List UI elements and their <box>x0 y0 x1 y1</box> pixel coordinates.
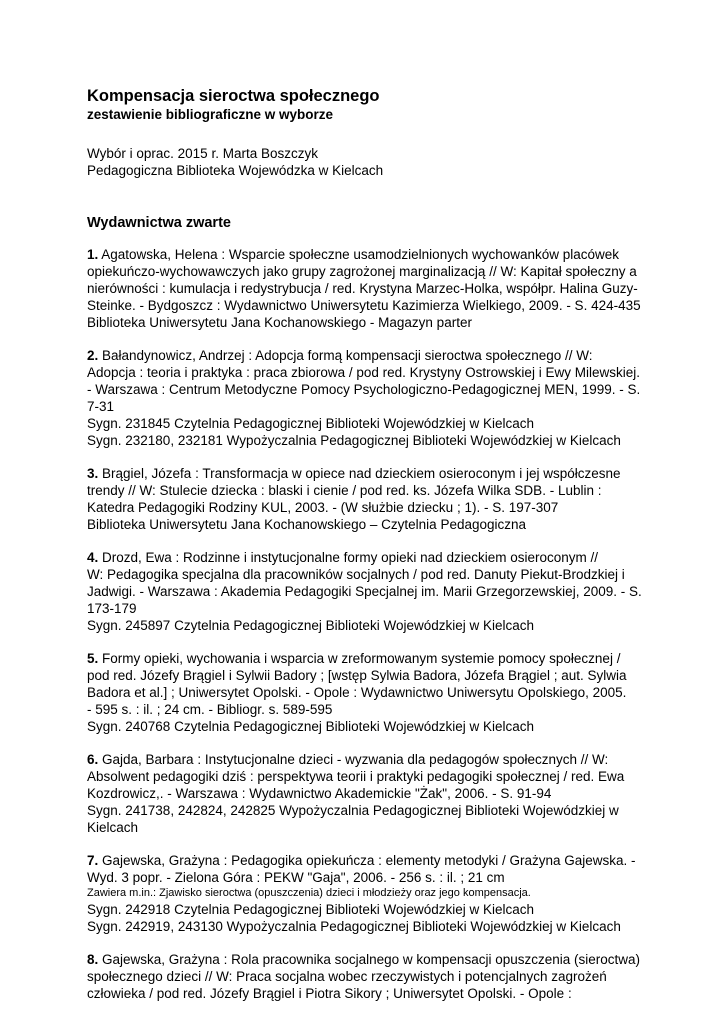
entry-text: pod red. Józefy Brągiel i Sylwii Badory ; [wstęp Sylwia Badora, Józefa Brągiel ; aut. Sylwia <box>87 668 627 683</box>
entry-line <box>87 701 647 718</box>
section-heading: Wydawnictwa zwarte <box>87 215 231 231</box>
entry-text: 7-31 <box>87 399 115 414</box>
entry-text: Formy opieki, wychowania i wsparcia w zreformowanym systemie pomocy społecznej / <box>98 651 621 666</box>
bibliography-entry <box>87 852 647 935</box>
entry-line <box>87 482 647 499</box>
entry-line <box>87 566 647 583</box>
entry-text: Gajda, Barbara : Instytucjonalne dzieci - wyzwania dla pedagogów społecznych // W: <box>98 752 609 767</box>
entry-line <box>87 667 647 684</box>
bibliography-entry <box>87 246 647 331</box>
entry-line <box>87 432 647 449</box>
entry-text: Sygn. 245897 Czytelnia Pedagogicznej Biblioteki Wojewódzkiej w Kielcach <box>87 618 535 633</box>
entry-text: Adopcja : teoria i praktyka : praca zbiorowa / pod red. Krystyny Ostrowskiej i Ewy Milewskiej. <box>87 365 640 380</box>
entry-text: Drozd, Ewa : Rodzinne i instytucjonalne formy opieki nad dzieckiem osieroconym // <box>98 550 598 565</box>
document-title: Kompensacja sieroctwa społecznego <box>87 87 380 105</box>
entry-text: nierówności : kumulacja i redystrybucja / red. Krystyna Marzec-Holka, współpr. Halina Guzy- <box>87 281 638 296</box>
entry-line <box>87 684 647 701</box>
entry-text: Gajewska, Grażyna : Rola pracownika socjalnego w kompensacji opuszczenia (sieroctwa) <box>98 952 641 967</box>
entry-text: Wyd. 3 popr. - Zielona Góra : PEKW "Gaja", 2006. - 256 s. : il. ; 21 cm <box>87 870 505 885</box>
entry-number: 8. <box>87 952 99 967</box>
entry-text: Jadwigi. - Warszawa : Akademia Pedagogiki Specjalnej im. Marii Grzegorzewskiej, 2009. - S. <box>87 584 642 599</box>
entry-line <box>87 246 647 263</box>
entry-number: 3. <box>87 466 99 481</box>
bibliography-entry <box>87 465 647 533</box>
entry-line <box>87 768 647 785</box>
entry-line <box>87 785 647 802</box>
entry-line <box>87 381 647 398</box>
entry-text: Biblioteka Uniwersytetu Jana Kochanowskiego – Czytelnia Pedagogiczna <box>87 517 527 532</box>
entry-text: Absolwent pedagogiki dziś : perspektywa teorii i praktyki pedagogiki społecznej / red. Ewa <box>87 769 625 784</box>
entry-line <box>87 968 647 985</box>
entry-text: Steinke. - Bydgoszcz : Wydawnictwo Uniwersytetu Kazimierza Wielkiego, 2009. - S. 424-435 <box>87 298 641 313</box>
document-subtitle: zestawienie bibliograficzne w wyborze <box>87 107 334 122</box>
entry-line <box>87 751 647 768</box>
entry-text: Sygn. 232180, 232181 Wypożyczalnia Pedagogicznej Biblioteki Wojewódzkiej w Kielcach <box>87 433 621 448</box>
entry-note: Zawiera m.in.: Zjawisko sieroctwa (opuszczenia) dzieci i młodzieży oraz jego kompensacja. <box>87 887 531 899</box>
entry-text: Katedra Pedagogiki Rodziny KUL, 2003. - (W służbie dziecku ; 1). - S. 197-307 <box>87 500 559 515</box>
entry-text: Kozdrowicz,. - Warszawa : Wydawnictwo Akademickie "Żak", 2006. - S. 91-94 <box>87 786 552 801</box>
entry-text: Gajewska, Grażyna : Pedagogika opiekuńcza : elementy metodyki / Grażyna Gajewska. - <box>98 853 636 868</box>
entry-line <box>87 951 647 968</box>
entry-text: Agatowska, Helena : Wsparcie społeczne usamodzielnionych wychowanków placówek <box>98 247 620 262</box>
compiler-credit: Wybór i oprac. 2015 r. Marta Boszczyk <box>87 146 318 161</box>
entry-line <box>87 263 647 280</box>
entry-text: człowieka / pod red. Józefy Brągiel i Piotra Sikory ; Uniwersytet Opolski. - Opole : <box>87 986 572 1001</box>
entry-text: Brągiel, Józefa : Transformacja w opiece nad dzieckiem osieroconym i jej współczesne <box>98 466 621 481</box>
entry-line <box>87 802 647 819</box>
entry-number: 7. <box>87 853 99 868</box>
entry-line: Sygn. 242918 Czytelnia Pedagogicznej Biblioteki Wojewódzkiej w Kielcach <box>87 902 535 917</box>
bibliography-entry <box>87 549 647 634</box>
entry-number: 1. <box>87 247 99 262</box>
entry-line: Sygn. 242919, 243130 Wypożyczalnia Pedagogicznej Biblioteki Wojewódzkiej w Kielcach <box>87 919 621 934</box>
bibliography-entry <box>87 347 647 449</box>
entry-line <box>87 415 647 432</box>
document-page <box>87 86 647 1018</box>
entry-text: Sygn. 231845 Czytelnia Pedagogicznej Biblioteki Wojewódzkiej w Kielcach <box>87 416 535 431</box>
entry-text: - 595 s. : il. ; 24 cm. - Bibliogr. s. 589-595 <box>87 702 333 717</box>
entry-number: 4. <box>87 550 99 565</box>
entry-text: 173-179 <box>87 601 137 616</box>
entry-line <box>87 852 647 869</box>
library-credit: Pedagogiczna Biblioteka Wojewódzka w Kielcach <box>87 163 384 178</box>
entry-line <box>87 600 647 617</box>
entry-text: W: Pedagogika specjalna dla pracowników socjalnych / pod red. Danuty Piekut-Brodzkiej i <box>87 567 625 582</box>
entry-text: opiekuńczo-wychowawczych jako grupy zagrożonej marginalizacją // W: Kapitał społeczny a <box>87 264 637 279</box>
bibliography-entry <box>87 650 647 735</box>
entry-line <box>87 499 647 516</box>
entry-text: Bałandynowicz, Andrzej : Adopcja formą kompensacji sieroctwa społecznego // W: <box>98 348 593 363</box>
entry-number: 5. <box>87 651 99 666</box>
entry-number: 2. <box>87 348 99 363</box>
entry-text: Sygn. 240768 Czytelnia Pedagogicznej Biblioteki Wojewódzkiej w Kielcach <box>87 719 535 734</box>
entry-line <box>87 650 647 667</box>
entry-line <box>87 297 647 314</box>
entry-line <box>87 347 647 364</box>
entry-line <box>87 314 647 331</box>
entry-text: trendy // W: Stulecie dziecka : blaski i cienie / pod red. ks. Józefa Wilka SDB. - Lublin : <box>87 483 602 498</box>
entry-line <box>87 718 647 735</box>
entry-text: Kielcach <box>87 820 139 835</box>
entry-text: - Warszawa : Centrum Metodyczne Pomocy Psychologiczno-Pedagogicznej MEN, 1999. - S. <box>87 382 641 397</box>
entry-line <box>87 465 647 482</box>
entry-line <box>87 549 647 566</box>
entry-line <box>87 583 647 600</box>
entry-line <box>87 364 647 381</box>
entry-line <box>87 869 647 886</box>
entry-line <box>87 617 647 634</box>
entry-number: 6. <box>87 752 99 767</box>
entry-text: Sygn. 241738, 242824, 242825 Wypożyczalnia Pedagogicznej Biblioteki Wojewódzkiej w <box>87 803 619 818</box>
entry-text: Biblioteka Uniwersytetu Jana Kochanowskiego - Magazyn parter <box>87 315 472 330</box>
entry-line <box>87 819 647 836</box>
entry-line <box>87 985 647 1002</box>
entry-line <box>87 516 647 533</box>
bibliography-entry <box>87 951 647 1002</box>
entry-text: Badora et al.] ; Uniwersytet Opolski. - Opole : Wydawnictwo Uniwersytu Opolskiego, 2005. <box>87 685 627 700</box>
bibliography-list <box>87 246 647 1002</box>
bibliography-entry <box>87 751 647 836</box>
entry-text: społecznego dzieci // W: Praca socjalna wobec rzeczywistych i potencjalnych zagrożeń <box>87 969 607 984</box>
entry-line <box>87 280 647 297</box>
entry-line <box>87 398 647 415</box>
